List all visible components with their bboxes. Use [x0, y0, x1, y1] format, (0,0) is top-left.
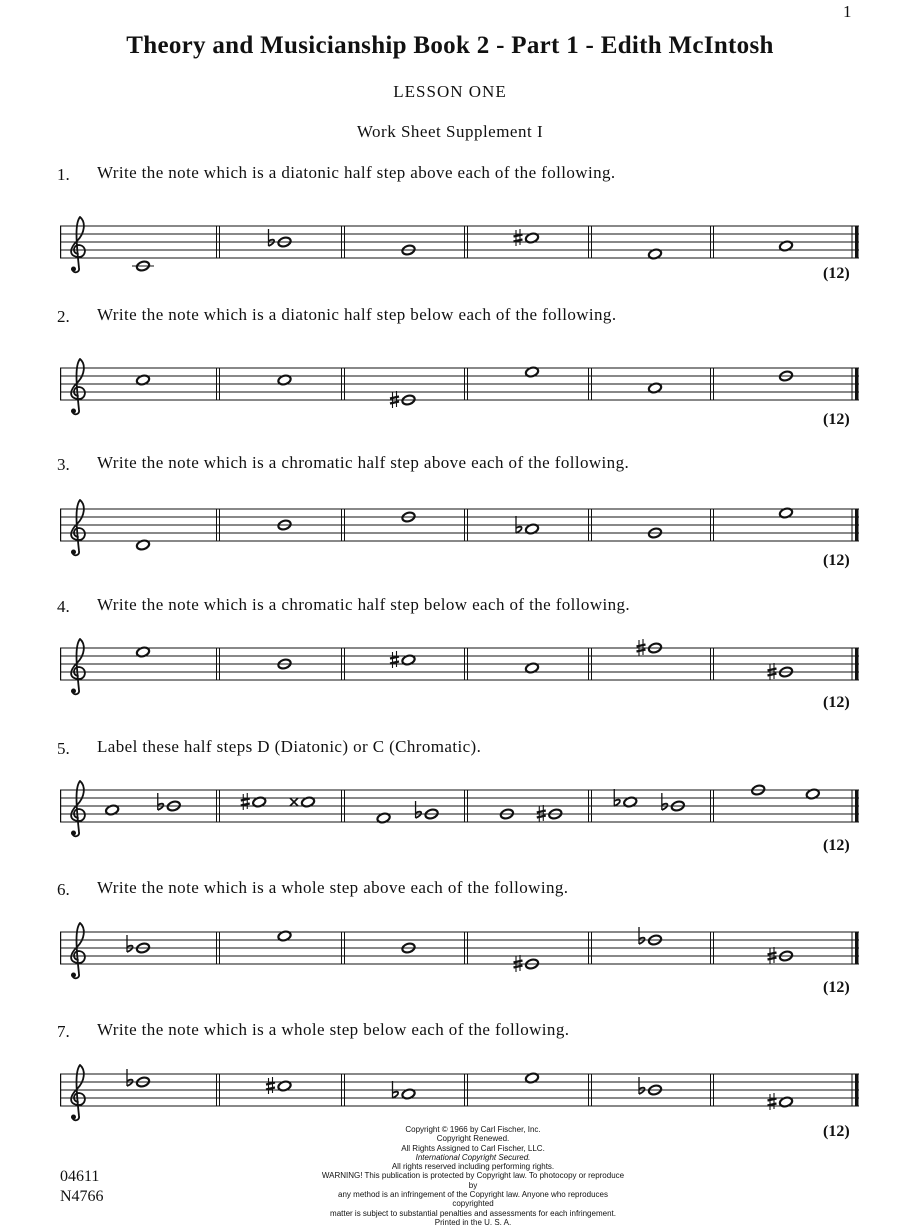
treble-clef-dot — [71, 831, 76, 836]
copyright-notice — [320, 1125, 626, 1227]
copyright-line: Printed in the U. S. A. — [434, 1217, 512, 1227]
sharp-icon — [390, 651, 399, 668]
final-barline — [855, 509, 859, 541]
treble-clef-dot — [71, 267, 76, 272]
points-label: (12) — [823, 1123, 850, 1140]
final-barline — [855, 790, 859, 822]
lesson-heading: LESSON ONE — [393, 82, 507, 101]
question-text: Write the note which is a chromatic half step below each of the following. — [97, 595, 631, 614]
question-text: Write the note which is a diatonic half step above each of the following. — [97, 163, 616, 182]
flat-icon — [639, 1077, 645, 1094]
sharp-icon — [768, 1093, 777, 1110]
flat-icon — [158, 793, 164, 810]
copyright-line: All Rights Assigned to Carl Fischer, LLC. — [401, 1143, 545, 1153]
points-label: (12) — [823, 411, 850, 428]
treble-clef-dot — [71, 973, 76, 978]
copyright-line: WARNING! This publication is protected by Copyright law. To photocopy or reproduce by — [321, 1171, 625, 1190]
music-staff — [60, 634, 860, 706]
question-number: 3. — [57, 455, 70, 474]
question-text: Write the note which is a whole step below each of the following. — [97, 1020, 570, 1039]
flat-icon — [416, 801, 422, 818]
flat-icon — [127, 935, 133, 952]
music-staff — [60, 1060, 860, 1132]
copyright-line: Copyright © 1966 by Carl Fischer, Inc. — [405, 1125, 541, 1134]
final-barline — [855, 368, 859, 400]
flat-icon — [127, 1069, 133, 1086]
copyright-line: matter is subject to substantial penalties and assessments for each infringement. — [330, 1208, 616, 1218]
question-number: 4. — [57, 597, 70, 616]
question-number: 1. — [57, 165, 70, 184]
points-label: (12) — [823, 837, 850, 854]
final-barline — [855, 648, 859, 680]
copyright-line: International Copyright Secured. — [415, 1152, 531, 1162]
music-staff — [60, 918, 860, 990]
page-number: 1 — [843, 2, 852, 21]
double-sharp-icon — [290, 798, 298, 806]
question-number: 6. — [57, 880, 70, 899]
treble-clef-icon — [71, 923, 85, 978]
treble-clef-icon — [71, 359, 85, 414]
treble-clef-dot — [71, 409, 76, 414]
question-number: 2. — [57, 307, 70, 326]
question-number: 7. — [57, 1022, 70, 1041]
question-text: Write the note which is a chromatic half step above each of the following. — [97, 453, 630, 472]
treble-clef-icon — [71, 217, 85, 272]
flat-icon — [269, 229, 275, 246]
question-text: Write the note which is a diatonic half step below each of the following. — [97, 305, 617, 324]
question-number: 5. — [57, 739, 70, 758]
points-label: (12) — [823, 265, 850, 282]
question-text: Label these half steps D (Diatonic) or C (Chromatic). — [97, 737, 482, 756]
treble-clef-dot — [71, 550, 76, 555]
music-staff — [60, 776, 860, 848]
copyright-line: Copyright Renewed. — [436, 1134, 510, 1144]
sharp-icon — [241, 793, 250, 810]
points-label: (12) — [823, 552, 850, 569]
flat-icon — [639, 927, 645, 944]
treble-clef-icon — [71, 781, 85, 836]
flat-icon — [662, 793, 668, 810]
points-label: (12) — [823, 979, 850, 996]
sharp-icon — [266, 1077, 275, 1094]
treble-clef-icon — [71, 1065, 85, 1120]
treble-clef-icon — [71, 639, 85, 694]
music-staff — [60, 212, 860, 284]
catalog-code: 04611 — [60, 1168, 100, 1185]
worksheet-heading: Work Sheet Supplement I — [356, 122, 544, 141]
copyright-line: any method is an infringement of the Copyright law. Anyone who reproduces copyrighted — [338, 1190, 608, 1209]
sharp-icon — [514, 229, 523, 246]
treble-clef-dot — [71, 1115, 76, 1120]
copyright-line: All rights reserved including performing rights. — [391, 1162, 555, 1172]
final-barline — [855, 1074, 859, 1106]
page-title: Theory and Musicianship Book 2 - Part 1 - Edith McIntosh — [126, 32, 774, 59]
final-barline — [855, 226, 859, 258]
treble-clef-dot — [71, 689, 76, 694]
music-staff — [60, 354, 860, 426]
question-text: Write the note which is a whole step above each of the following. — [97, 878, 569, 897]
final-barline — [855, 932, 859, 964]
points-label: (12) — [823, 694, 850, 711]
catalog-code: N4766 — [60, 1188, 104, 1205]
treble-clef-icon — [71, 500, 85, 555]
music-staff — [60, 495, 860, 567]
